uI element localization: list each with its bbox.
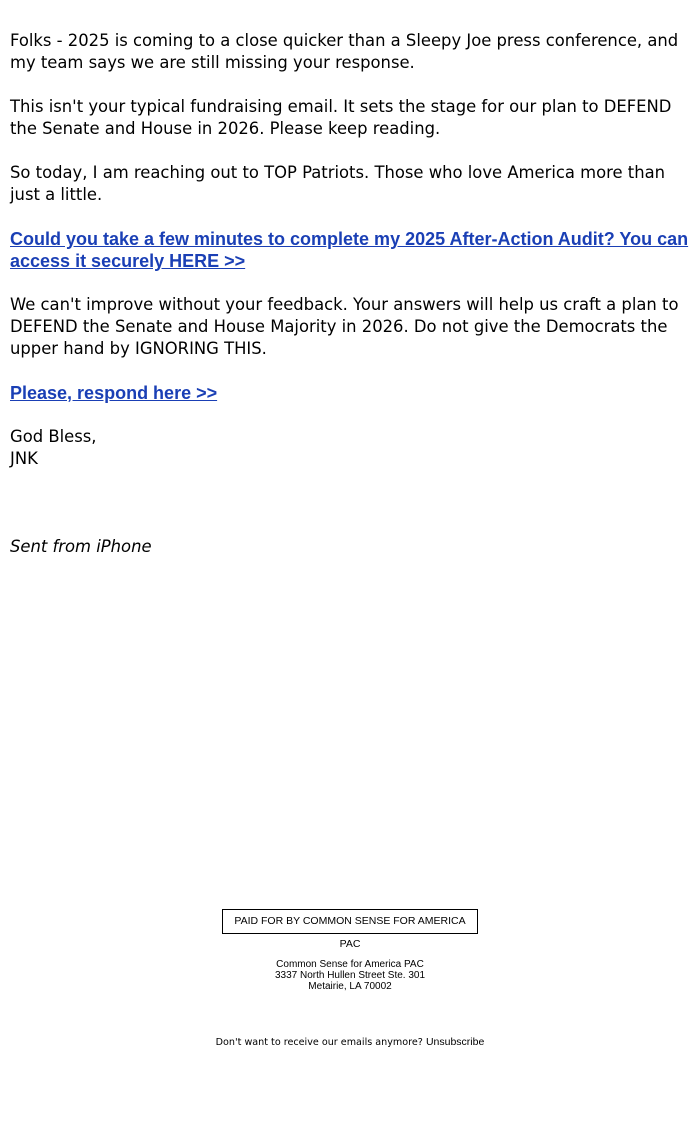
email-body	[10, 30, 692, 470]
unsubscribe-link[interactable]: Unsubscribe	[425, 1036, 485, 1048]
unsubscribe-line	[0, 1036, 700, 1049]
street-address: 3337 North Hullen Street Ste. 301	[274, 970, 426, 981]
paid-for-disclaimer: PAID FOR BY COMMON SENSE FOR AMERICA PAC	[222, 909, 478, 934]
pac-address	[0, 959, 700, 992]
patriots-paragraph: So today, I am reaching out to TOP Patriots. Those who love America more than just a little.	[10, 163, 666, 204]
fundraising-paragraph: This isn't your typical fundraising email. It sets the stage for our plan to DEFEND the Senate and House in 2026. Please keep reading.	[10, 97, 672, 138]
signature: JNK	[10, 449, 38, 468]
respond-link[interactable]: Please, respond here >>	[10, 383, 218, 403]
signoff-text: God Bless,	[10, 427, 97, 446]
city-state-zip: Metairie, LA 70002	[308, 981, 392, 992]
feedback-paragraph: We can't improve without your feedback. Your answers will help us craft a plan to DEFEND the Senate and House Majority in 2026. Do not give the Democrats the upper hand by IGNORING THIS.	[10, 295, 679, 358]
intro-paragraph: Folks - 2025 is coming to a close quicker than a Sleepy Joe press conference, and my team says we are still missing your response.	[10, 31, 679, 72]
org-name: Common Sense for America PAC	[276, 959, 424, 970]
signoff-block	[10, 426, 692, 470]
unsubscribe-prompt: Don't want to receive our emails anymore?	[215, 1037, 423, 1048]
audit-link[interactable]: Could you take a few minutes to complete my 2025 After-Action Audit? You can access it securely HERE >>	[10, 229, 689, 271]
sent-from-line: Sent from iPhone	[10, 537, 152, 556]
